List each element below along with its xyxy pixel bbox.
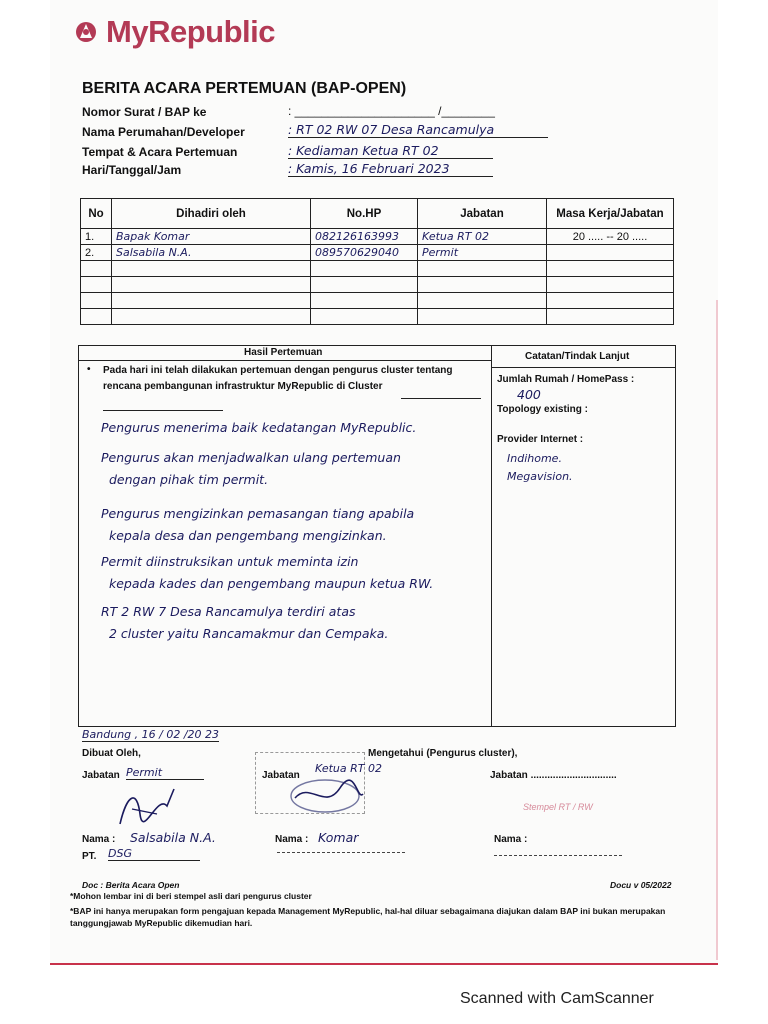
place-date: Bandung , 16 / 02 /20 23 xyxy=(82,728,220,741)
attendance-table xyxy=(80,198,674,325)
field-value-tempat: : Kediaman Ketua RT 02 xyxy=(288,143,493,159)
table-cell xyxy=(547,277,674,293)
column-header: Dihadiri oleh xyxy=(112,199,311,229)
results-header: Hasil Pertemuan xyxy=(244,347,323,358)
note-line: kepada kades dan pengembang maupun ketua RW. xyxy=(109,576,434,591)
field-label-tempat: Tempat & Acara Pertemuan xyxy=(82,145,238,159)
table-cell xyxy=(418,309,547,325)
field-label-nomor-surat: Nomor Surat / BAP ke xyxy=(82,105,207,119)
table-cell xyxy=(547,245,674,261)
table-cell: Ketua RT 02 xyxy=(418,229,547,245)
table-cell xyxy=(311,309,418,325)
note-line: kepala desa dan pengembang mengizinkan. xyxy=(109,528,387,543)
rocket-logo-icon xyxy=(72,18,100,46)
logo-text: MyRepublic xyxy=(106,14,275,49)
created-by-label: Dibuat Oleh, xyxy=(82,748,141,759)
table-cell xyxy=(81,277,112,293)
homepass-label: Jumlah Rumah / HomePass : xyxy=(497,374,635,385)
nama-value-2: Komar xyxy=(318,830,359,845)
nama-label-3: Nama : xyxy=(494,834,528,845)
signature-stamp-mark xyxy=(285,776,365,816)
note-line: dengan pihak tim permit. xyxy=(109,472,269,487)
table-row xyxy=(81,309,674,325)
acknowledged-label: Mengetahui (Pengurus cluster), xyxy=(368,748,518,759)
table-cell xyxy=(418,277,547,293)
myrepublic-logo xyxy=(72,14,275,50)
footer-note-1: *Mohon lembar ini di beri stempel asli dari pengurus cluster xyxy=(70,891,312,901)
table-cell xyxy=(81,309,112,325)
note-line: Pengurus mengizinkan pemasangan tiang apabila xyxy=(101,506,415,521)
pt-value: DSG xyxy=(108,847,200,861)
topology-label: Topology existing : xyxy=(497,404,588,415)
table-row xyxy=(81,229,674,245)
document-title: BERITA ACARA PERTEMUAN (BAP-OPEN) xyxy=(82,80,407,97)
nama-label-1: Nama : xyxy=(82,834,116,845)
table-cell xyxy=(311,293,418,309)
header-divider xyxy=(79,360,491,361)
column-header: No.HP xyxy=(311,199,418,229)
page-side-line xyxy=(716,300,718,960)
table-cell: 1. xyxy=(81,229,112,245)
field-value-hari: : Kamis, 16 Februari 2023 xyxy=(288,161,493,177)
field-label-perumahan: Nama Perumahan/Developer xyxy=(82,125,245,139)
table-cell: 089570629040 xyxy=(311,245,418,261)
jabatan-label-2: Jabatan xyxy=(262,770,300,781)
table-cell: Bapak Komar xyxy=(112,229,311,245)
nama-value-1: Salsabila N.A. xyxy=(130,830,216,845)
column-divider xyxy=(491,346,492,726)
field-label-hari: Hari/Tanggal/Jam xyxy=(82,163,182,177)
doc-label: Doc : Berita Acara Open xyxy=(82,880,180,890)
note-line: Pengurus menerima baik kedatangan MyRepublic. xyxy=(101,420,417,435)
provider-item: Megavision. xyxy=(507,470,573,483)
table-row xyxy=(81,277,674,293)
table-row xyxy=(81,245,674,261)
table-cell: 2. xyxy=(81,245,112,261)
table-cell xyxy=(418,293,547,309)
note-line: 2 cluster yaitu Rancamakmur dan Cempaka. xyxy=(109,626,389,641)
table-cell xyxy=(112,309,311,325)
signature-line-2 xyxy=(277,852,405,853)
note-line: Permit diinstruksikan untuk meminta izin xyxy=(101,554,359,569)
table-cell: 20 ..... -- 20 ..... xyxy=(547,229,674,245)
jabatan-value-2: Ketua RT 02 xyxy=(315,762,382,775)
table-cell xyxy=(112,277,311,293)
scanner-watermark: Scanned with CamScanner xyxy=(460,990,654,1007)
table-cell: Salsabila N.A. xyxy=(112,245,311,261)
header-divider xyxy=(491,367,675,368)
table-cell xyxy=(112,293,311,309)
table-cell xyxy=(311,277,418,293)
table-cell: 082126163993 xyxy=(311,229,418,245)
page-edge-line xyxy=(50,963,718,965)
provider-label: Provider Internet : xyxy=(497,434,584,445)
field-value-perumahan: : RT 02 RW 07 Desa Rancamulya xyxy=(288,122,548,138)
results-intro-line2: rencana pembangunan infrastruktur MyRepublic di Cluster xyxy=(103,381,383,392)
blank-line xyxy=(103,410,223,411)
followup-header: Catatan/Tindak Lanjut xyxy=(525,351,630,362)
jabatan-value-1: Permit xyxy=(126,766,204,780)
note-line: Pengurus akan menjadwalkan ulang pertemuan xyxy=(101,450,401,465)
signature-line-3 xyxy=(494,855,622,856)
cluster-blank-line xyxy=(401,398,481,399)
column-header: Masa Kerja/Jabatan xyxy=(547,199,674,229)
table-row xyxy=(81,261,674,277)
pt-label: PT. xyxy=(82,851,97,862)
table-cell xyxy=(81,261,112,277)
table-header-row xyxy=(81,199,674,229)
column-header: No xyxy=(81,199,112,229)
jabatan-label-1: Jabatan xyxy=(82,770,120,781)
table-cell xyxy=(547,293,674,309)
footer-note-2: *BAP ini hanya merupakan form pengajuan kepada Management MyRepublic, hal-hal diluar sebagaimana diajukan dalam BAP ini bukan merupakan xyxy=(70,906,666,916)
bullet-icon: • xyxy=(87,364,91,375)
results-intro-line1: Pada hari ini telah dilakukan pertemuan dengan pengurus cluster tentang xyxy=(103,365,453,376)
table-cell xyxy=(418,261,547,277)
homepass-value: 400 xyxy=(517,387,541,402)
table-cell xyxy=(547,309,674,325)
footer-note-3: tanggungjawab MyRepublic dikemudian hari. xyxy=(70,918,253,928)
table-cell: Permit xyxy=(418,245,547,261)
column-header: Jabatan xyxy=(418,199,547,229)
field-value-nomor-surat: : _____________________ /________ xyxy=(288,104,495,118)
note-line: RT 2 RW 7 Desa Rancamulya terdiri atas xyxy=(101,604,356,619)
table-cell xyxy=(311,261,418,277)
signature-mark-1 xyxy=(112,784,182,834)
table-cell xyxy=(81,293,112,309)
table-cell xyxy=(547,261,674,277)
meeting-results-box xyxy=(78,345,676,727)
provider-item: Indihome. xyxy=(507,452,562,465)
jabatan-label-3: Jabatan ............................... xyxy=(490,770,617,781)
table-row xyxy=(81,293,674,309)
docu-version: Docu v 05/2022 xyxy=(610,880,672,890)
stamp-label: Stempel RT / RW xyxy=(523,802,593,812)
table-cell xyxy=(112,261,311,277)
nama-label-2: Nama : xyxy=(275,834,309,845)
